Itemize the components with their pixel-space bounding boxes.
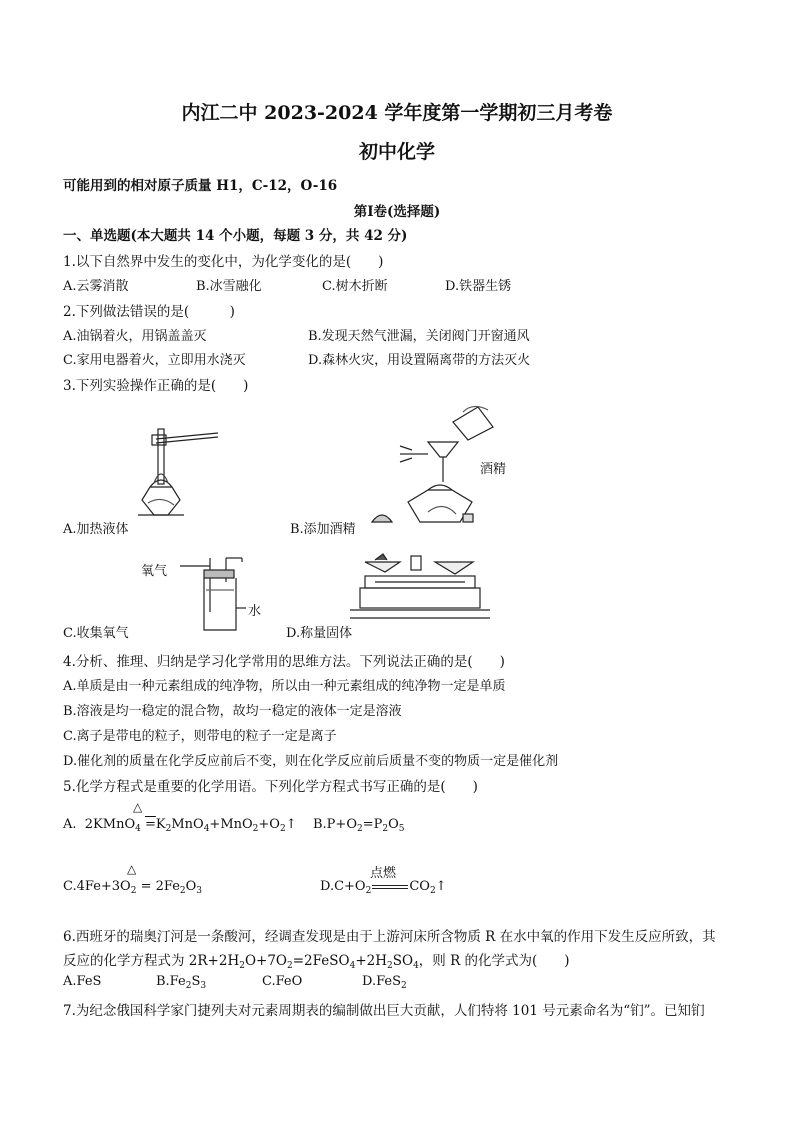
- q5-ignite-label: 点燃: [370, 866, 397, 881]
- q6-stem-line1: 6.西班牙的瑞奥汀河是一条酸河，经调查发现是由于上游河床所含物质 R 在水中氧的作用下发生反应所致，其: [63, 929, 716, 945]
- q1-option-c: C.树木折断: [322, 279, 388, 294]
- q5-option-d: $D.C+O_2$ $CO_2↑$: [320, 879, 447, 896]
- q3-stem: 3.下列实验操作正确的是( ): [63, 378, 249, 394]
- q5-option-a: A. 2KMnO$_4$ $=K_2MnO_4+MnO_2+O_2↑$: [63, 817, 297, 834]
- label-oxygen: 氧气: [141, 564, 168, 579]
- q1-option-d: D.铁器生锈: [445, 279, 512, 294]
- q5-stem: 5.化学方程式是重要的化学用语。下列化学方程式书写正确的是( ): [63, 779, 478, 795]
- volume-heading: 第Ⅰ卷(选择题): [353, 204, 441, 220]
- q4-option-a: A.单质是由一种元素组成的纯净物，所以由一种元素组成的纯净物一定是单质: [63, 679, 506, 694]
- q6-option-b: $B.Fe_2S_3$: [156, 974, 207, 991]
- section-heading: 一、单选题(本大题共 14 个小题，每题 3 分，共 42 分): [63, 228, 408, 244]
- figure-collecting-oxygen: [180, 552, 260, 632]
- q1-stem: 1.以下自然界中发生的变化中，为化学变化的是( ): [63, 254, 384, 270]
- q2-option-c: C.家用电器着火，立即用水浇灭: [63, 353, 246, 368]
- q4-option-d: D.催化剂的质量在化学反应前后不变，则在化学反应前后质量不变的物质一定是催化剂: [63, 754, 559, 769]
- q4-option-b: B.溶液是均一稳定的混合物，故均一稳定的液体一定是溶液: [63, 704, 402, 719]
- q2-option-d: D.森林火灾，用设置隔离带的方法灭火: [308, 353, 531, 368]
- q4-stem: 4.分析、推理、归纳是学习化学常用的思维方法。下列说法正确的是( ): [63, 654, 505, 670]
- q5-heat-sign-a: △: [133, 800, 143, 814]
- q3-option-d: D.称量固体: [286, 626, 353, 641]
- exam-subtitle: 初中化学: [358, 141, 435, 163]
- q2-stem: 2.下列做法错误的是( ): [63, 304, 235, 320]
- q2-option-b: B.发现天然气泄漏，关闭阀门开窗通风: [308, 329, 530, 344]
- q5-heat-sign-c: △: [127, 862, 137, 876]
- q6-stem-line2: 反应的化学方程式为 $2R+2H_2O+7O_2=2FeSO_4+2H_2SO_4$，则 R 的化学式为( ): [63, 953, 570, 971]
- q6-option-a: A.FeS: [63, 974, 102, 989]
- q4-option-c: C.离子是带电的粒子，则带电的粒子一定是离子: [63, 729, 337, 744]
- q6-option-c: C.FeO: [262, 974, 303, 989]
- q2-option-a: A.油锅着火，用锅盖盖灭: [63, 329, 207, 344]
- exam-title: 内江二中 2023-2024 学年度第一学期初三月考卷: [181, 102, 613, 124]
- q1-option-a: A.云雾消散: [63, 279, 129, 294]
- q3-option-c: C.收集氧气: [63, 626, 129, 641]
- q6-option-d: D.FeS$_2$: [362, 974, 407, 991]
- label-alcohol: 酒精: [480, 462, 507, 477]
- label-water: 水: [248, 604, 262, 619]
- q3-option-b: B.添加酒精: [290, 522, 356, 537]
- q5-option-c: $C.4Fe+3O_2 = 2Fe_2O_3$: [63, 879, 203, 896]
- q1-option-b: B.冰雪融化: [196, 279, 262, 294]
- q5-option-b: $B.P+O_2=P_2O_5$: [313, 817, 405, 834]
- figure-heating-liquid: [128, 425, 228, 520]
- atomic-mass-note: 可能用到的相对原子质量 H1，C-12，O-16: [63, 178, 338, 194]
- q3-option-a: A.加热液体: [63, 522, 129, 537]
- figure-weighing-solid: [345, 548, 495, 628]
- q7-stem: 7.为纪念俄国科学家门捷列夫对元素周期表的编制做出巨大贡献，人们特将 101 号元素命名为“钔”。已知钔: [63, 1003, 705, 1019]
